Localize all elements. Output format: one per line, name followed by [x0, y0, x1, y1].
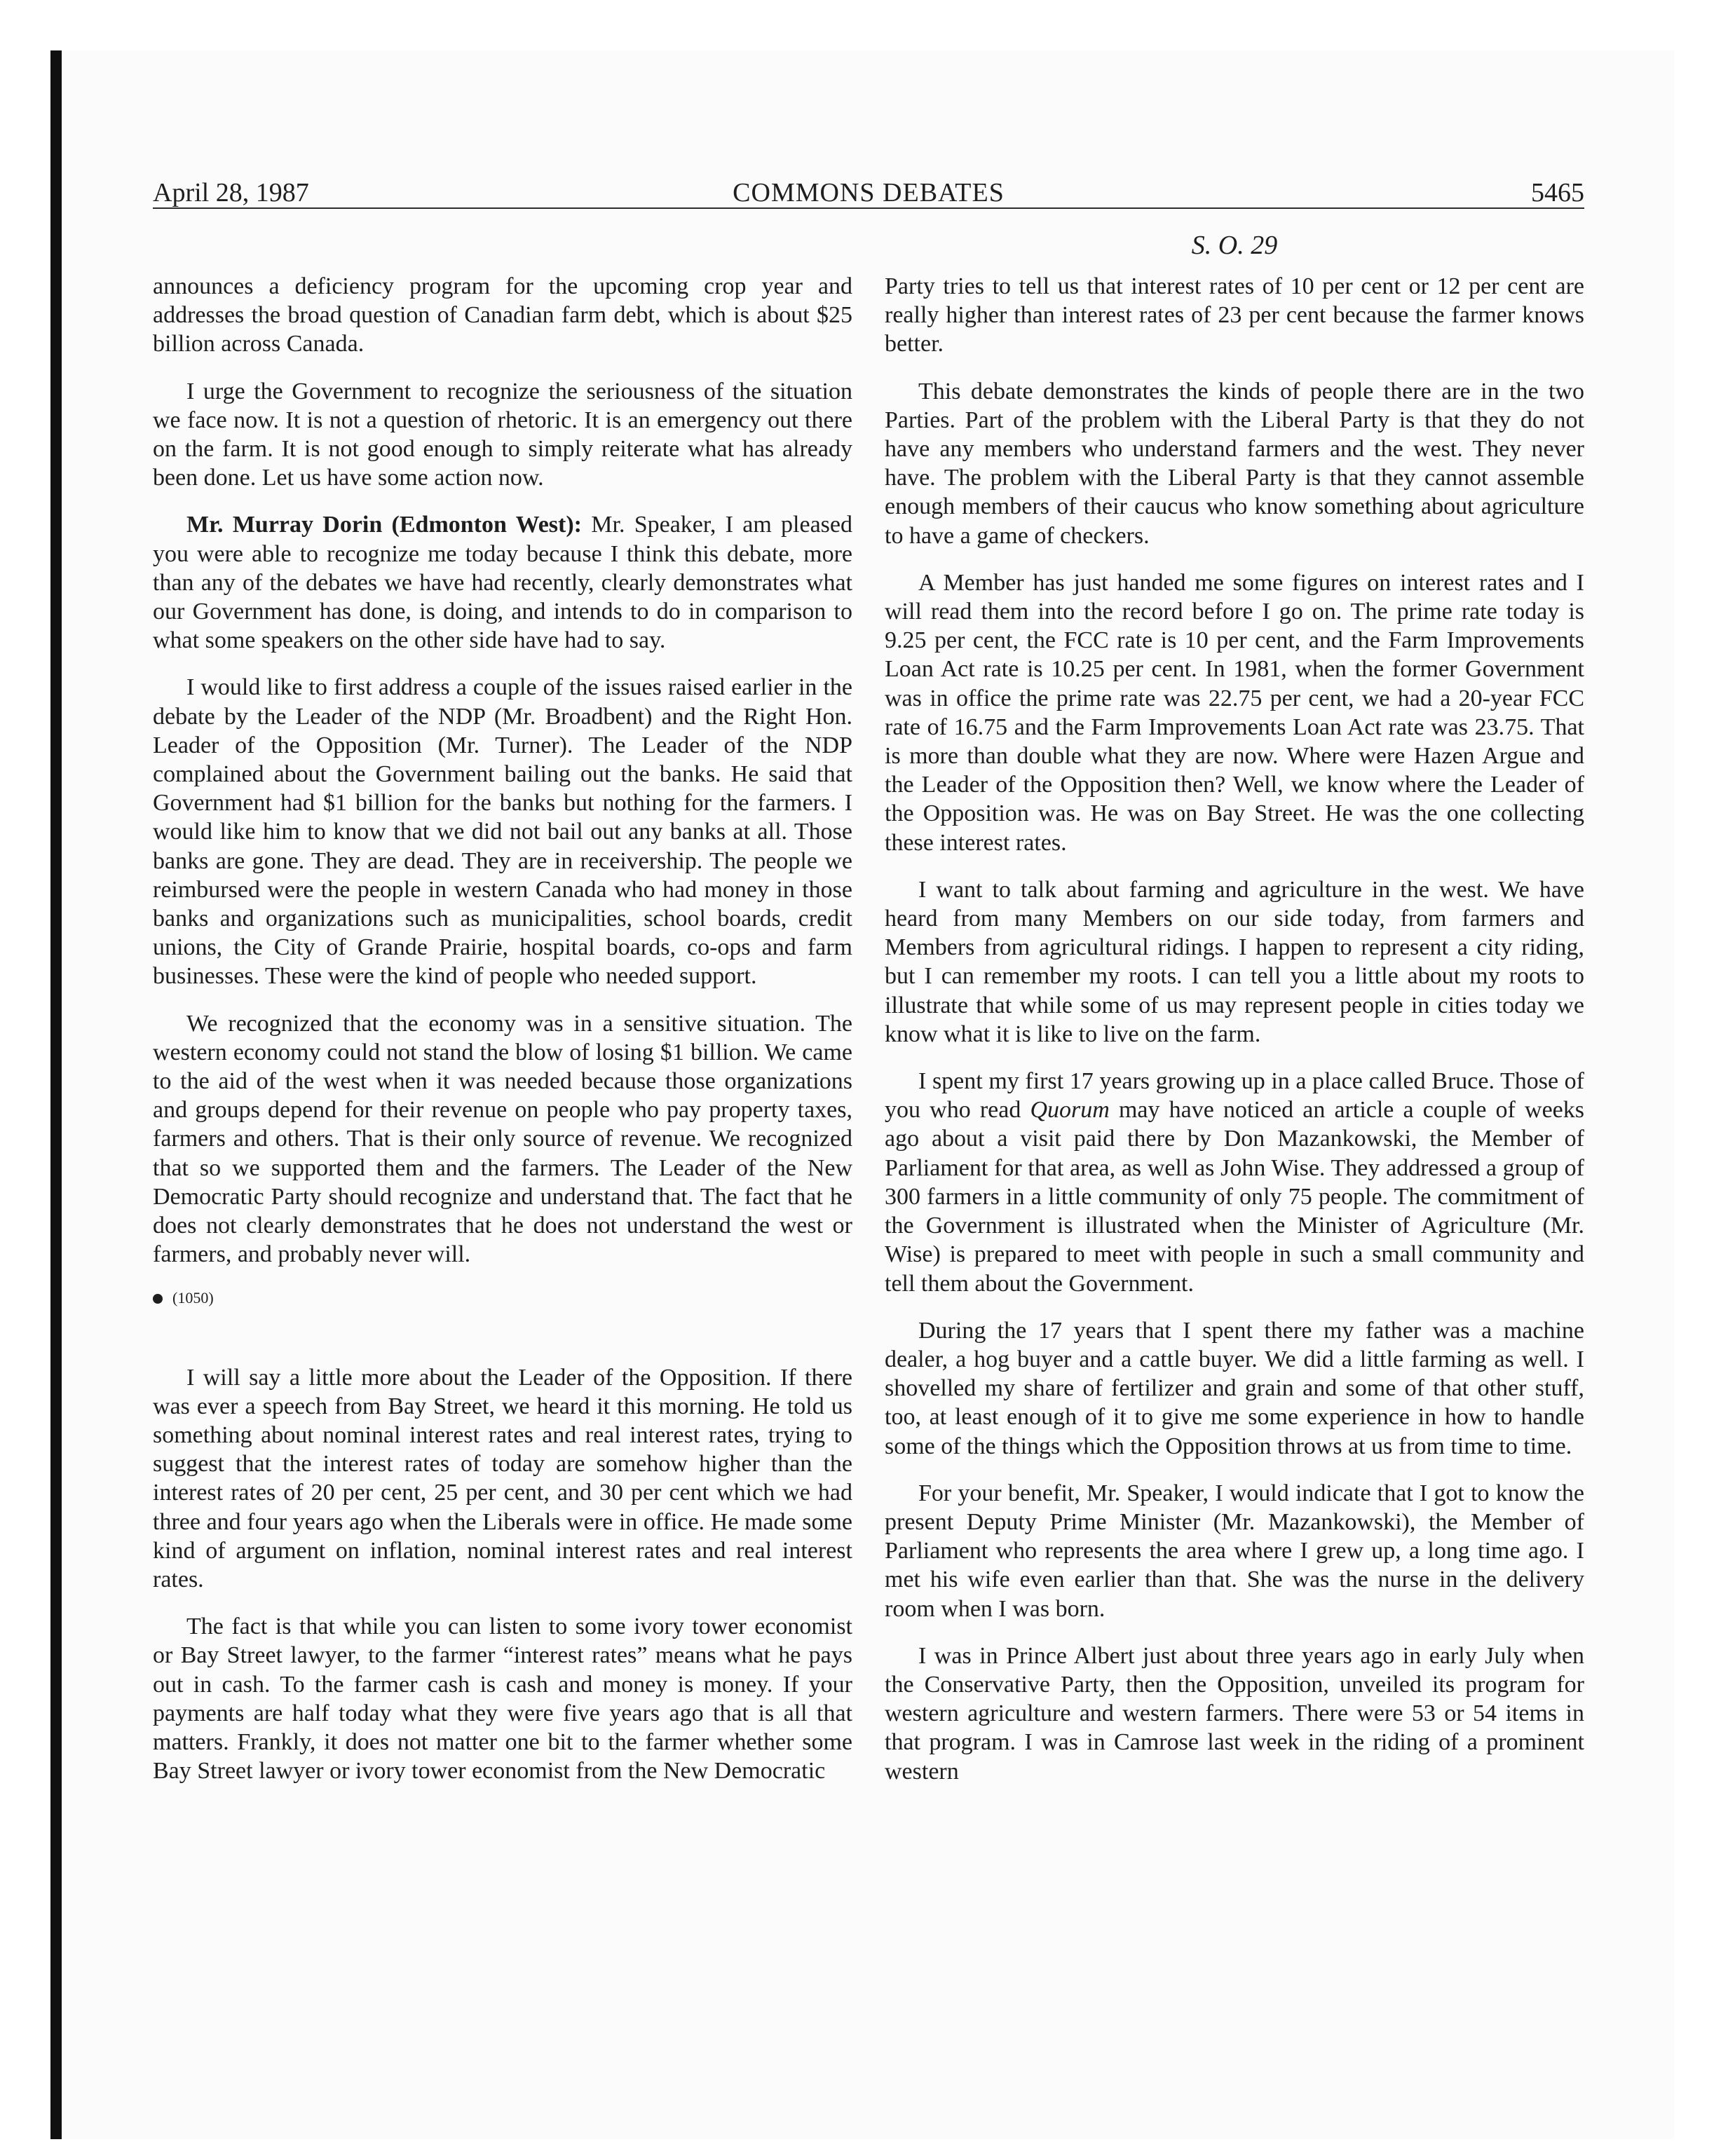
time-marker-label: (1050) — [172, 1288, 214, 1306]
paragraph: I will say a little more about the Leader of the Opposition. If there was ever a speech from Bay Street, we heard it this morning. He told us something about nominal interest rates and real interest rates, trying to suggest that the interest rates of today are somehow higher than the interest rates of 20 per cent, 25 per cent, and 30 per cent which we had three and four years ago when the Liberals were in office. He made some kind of argument on inflation, nominal interest rates and real interest rates. — [153, 1364, 852, 1592]
speaker-name: Mr. Murray Dorin (Edmonton West): — [186, 512, 582, 538]
scan-edge — [50, 50, 62, 2139]
left-column — [153, 272, 852, 1803]
paragraph: Party tries to tell us that interest rates of 10 per cent or 12 per cent are really higher than interest rates of 23 per cent because the farmer knows better. — [885, 273, 1584, 357]
paragraph: I would like to first address a couple of the issues raised earlier in the debate by the Leader of the NDP (Mr. Broadbent) and the Right Hon. Leader of the Opposition (Mr. Turner). The Leader of the NDP complained about the Government bailing out the banks. He said that Government had $1 billion for the banks but nothing for the farmers. I would like him to know that we did not bail out any banks at all. Those banks are gone. They are dead. They are in receivership. The people we reimbursed were the people in western Canada who had money in those banks and organizations such as municipalities, school boards, credit unions, the City of Grande Prairie, hospital boards, co-ops and farm businesses. These were the kind of people who needed support. — [153, 674, 852, 990]
paragraph: We recognized that the economy was in a sensitive situation. The western economy could not stand the blow of losing $1 billion. We came to the aid of the west when it was needed because those organizations and groups depend for their revenue on people who pay property taxes, farmers and others. That is their only source of revenue. We recognized that so we supported them and the farmers. The Leader of the New Democratic Party should recognize and understand that. The fact that he does not clearly demonstrates that he does not understand the west or farmers, and probably never will. — [153, 1010, 852, 1268]
speech-text: Mr. Speaker, I am pleased you were able to recognize me today because I think this debate, more than any of the debates we have had recently, clearly demonstrates what our Government has done, is doing, and intends to do in comparison to what some speakers on the other side have had to say. — [153, 512, 852, 654]
time-marker — [153, 1288, 852, 1309]
paragraph: This debate demonstrates the kinds of people there are in the two Parties. Part of the problem with the Liberal Party is that they do not have any members who understand farmers and the west. They never have. The problem with the Liberal Party is that they cannot assemble enough members of their caucus who know something about agriculture to have a game of checkers. — [885, 378, 1584, 549]
header-page-number: 5465 — [1531, 178, 1584, 207]
paragraph — [885, 1067, 1584, 1298]
page-header — [153, 175, 1584, 210]
paragraph: I was in Prince Albert just about three years ago in early July when the Conservative Party, then the Opposition, unveiled its program for western agriculture and western farmers. There were 53 or 54 items in that program. I was in Camrose last week in the riding of a prominent western — [885, 1642, 1584, 1785]
paragraph: announces a deficiency program for the upcoming crop year and addresses the broad question of Canadian farm debt, which is about $25 billion across Canada. — [153, 273, 852, 357]
header-title: COMMONS DEBATES — [733, 178, 1005, 207]
paragraph: During the 17 years that I spent there my father was a machine dealer, a hog buyer and a cattle buyer. We did a little farming as well. I shovelled my share of fertilizer and grain and some of that other stuff, too, at least enough of it to give me some experience in how to handle some of the things which the Opposition throws at us from time to time. — [885, 1317, 1584, 1459]
section-reference: S. O. 29 — [1191, 231, 1278, 260]
text-run: may have noticed an article a couple of weeks ago about a visit paid there by Don Mazankowski, the Member of Parliament for that area, as well as John Wise. They addressed a group of 300 farmers in a little community of only 75 people. The commitment of the Government is illustrated when the Minister of Agriculture (Mr. Wise) is prepared to meet with people in such a small community and tell them about the Government. — [885, 1097, 1584, 1297]
right-column — [885, 272, 1584, 1804]
paragraph: A Member has just handed me some figures on interest rates and I will read them into the record before I go on. The prime rate today is 9.25 per cent, the FCC rate is 10 per cent, and the Farm Improvements Loan Act rate is 10.25 per cent. In 1981, when the former Government was in office the prime rate was 22.75 per cent, we had a 20-year FCC rate of 16.75 and the Farm Improvements Loan Act rate was 23.75. That is more than double what they are now. Where were Hazen Argue and the Leader of the Opposition then? Well, we know where the Leader of the Opposition was. He was on Bay Street. He was the one collecting these interest rates. — [885, 569, 1584, 856]
header-rule — [153, 207, 1584, 209]
speaker-paragraph — [153, 510, 852, 655]
paragraph: I want to talk about farming and agriculture in the west. We have heard from many Members on our side today, from farmers and Members from agricultural ridings. I happen to represent a city riding, but I can remember my roots. I can tell you a little about my roots to illustrate that while some of us may represent people in cities today we know what it is like to live on the farm. — [885, 876, 1584, 1047]
bullet-icon — [153, 1294, 163, 1304]
header-date: April 28, 1987 — [153, 178, 309, 207]
paragraph: I urge the Government to recognize the seriousness of the situation we face now. It is not a question of rhetoric. It is an emergency out there on the farm. It is not good enough to simply reiterate what has already been done. Let us have some action now. — [153, 378, 852, 491]
paragraph: The fact is that while you can listen to some ivory tower economist or Bay Street lawyer, to the farmer “interest rates” means what he pays out in cash. To the farmer cash is cash and money is money. If your payments are half today what they were five years ago that is all that matters. Frankly, it does not matter one bit to the farmer whether some Bay Street lawyer or ivory tower economist from the New Democratic — [153, 1613, 852, 1785]
paragraph: For your benefit, Mr. Speaker, I would indicate that I got to know the present Deputy Prime Minister (Mr. Mazankowski), the Member of Parliament who represents the area where I grew up, a long time ago. I met his wife even earlier than that. She was the nurse in the delivery room when I was born. — [885, 1480, 1584, 1622]
publication-title: Quorum — [1030, 1097, 1110, 1124]
text-run: I spent my first 17 years growing up in a place called Bruce. Those of you who read — [885, 1068, 1584, 1124]
